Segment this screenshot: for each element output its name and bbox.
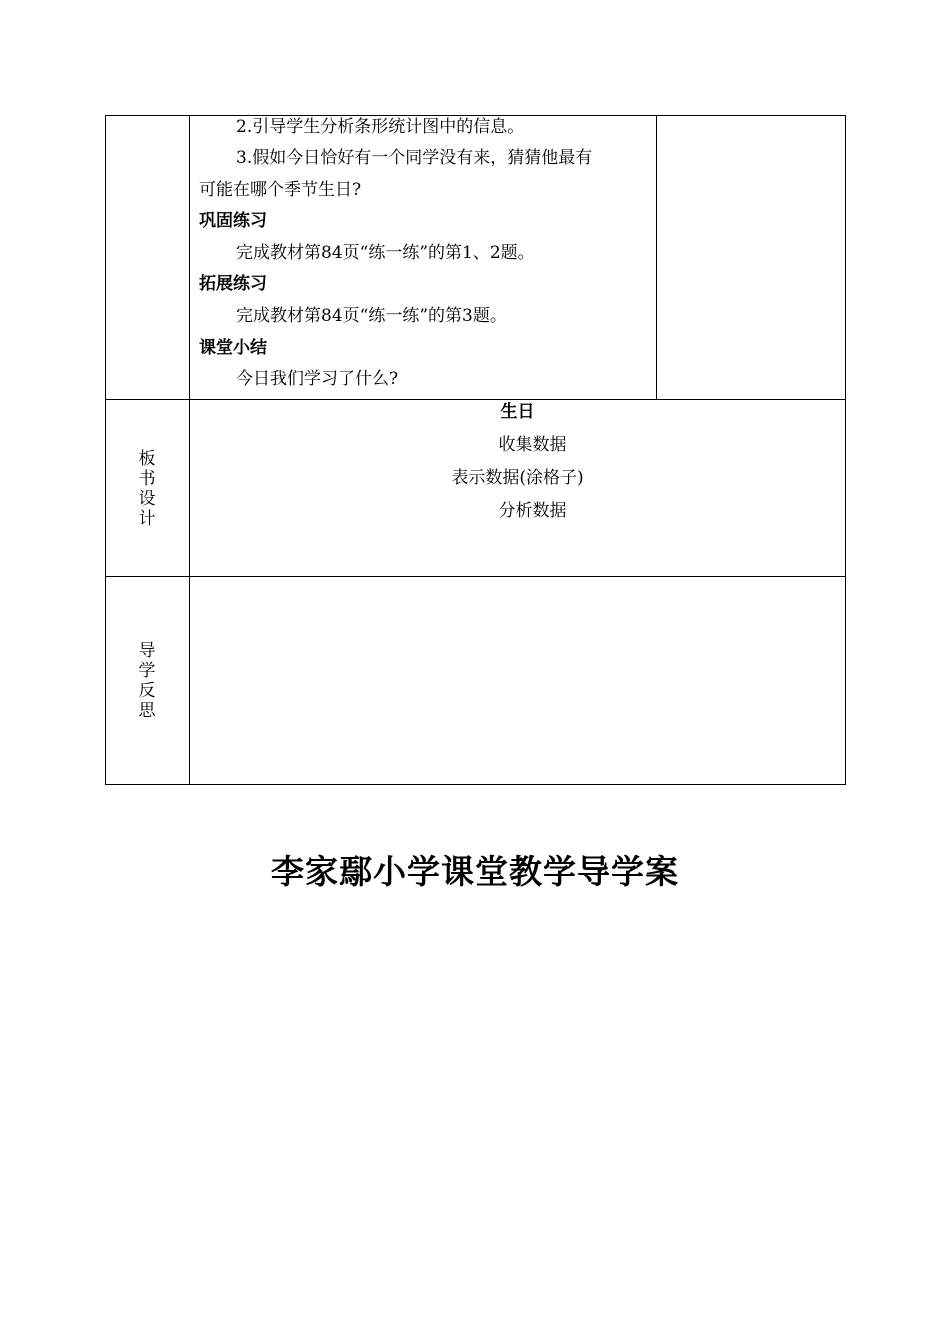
board-label-char: 设 xyxy=(138,489,156,509)
reflection-label xyxy=(105,641,189,721)
table-right-border xyxy=(845,115,846,785)
lesson-line-3: 可能在哪个季节生日? xyxy=(199,180,362,200)
reflection-label-char: 反 xyxy=(138,681,156,701)
board-item-analyze: 分析数据 xyxy=(498,501,567,521)
board-label-char: 板 xyxy=(138,449,156,469)
board-item-represent: 表示数据(涂格子) xyxy=(451,468,584,488)
section-heading-extension: 拓展练习 xyxy=(199,274,267,294)
section-text-summary: 今日我们学习了什么? xyxy=(236,369,399,389)
lesson-line-1: 2.引导学生分析条形统计图中的信息。 xyxy=(236,117,525,137)
reflection-label-char: 学 xyxy=(138,661,156,681)
section-heading-summary: 课堂小结 xyxy=(199,338,267,358)
table-row-divider-2 xyxy=(105,576,846,577)
section-heading-consolidation: 巩固练习 xyxy=(199,211,267,231)
reflection-label-char: 导 xyxy=(138,641,156,661)
table-notes-column-border xyxy=(656,115,657,399)
table-top-border xyxy=(105,115,846,116)
document-title: 李家鄢小学课堂教学导学案 xyxy=(271,852,679,891)
lesson-line-2: 3.假如今日恰好有一个同学没有来，猜猜他最有 xyxy=(236,148,593,168)
section-text-consolidation: 完成教材第84页“练一练”的第1、2题。 xyxy=(236,243,535,263)
table-row-divider-1 xyxy=(105,399,846,400)
board-label-char: 书 xyxy=(138,469,156,489)
board-title: 生日 xyxy=(500,402,535,422)
board-item-collect: 收集数据 xyxy=(498,435,567,455)
table-bottom-border xyxy=(105,784,846,785)
reflection-label-char: 思 xyxy=(138,701,156,721)
board-label-char: 计 xyxy=(138,509,156,529)
section-text-extension: 完成教材第84页“练一练”的第3题。 xyxy=(236,306,507,326)
board-design-label xyxy=(105,449,189,529)
